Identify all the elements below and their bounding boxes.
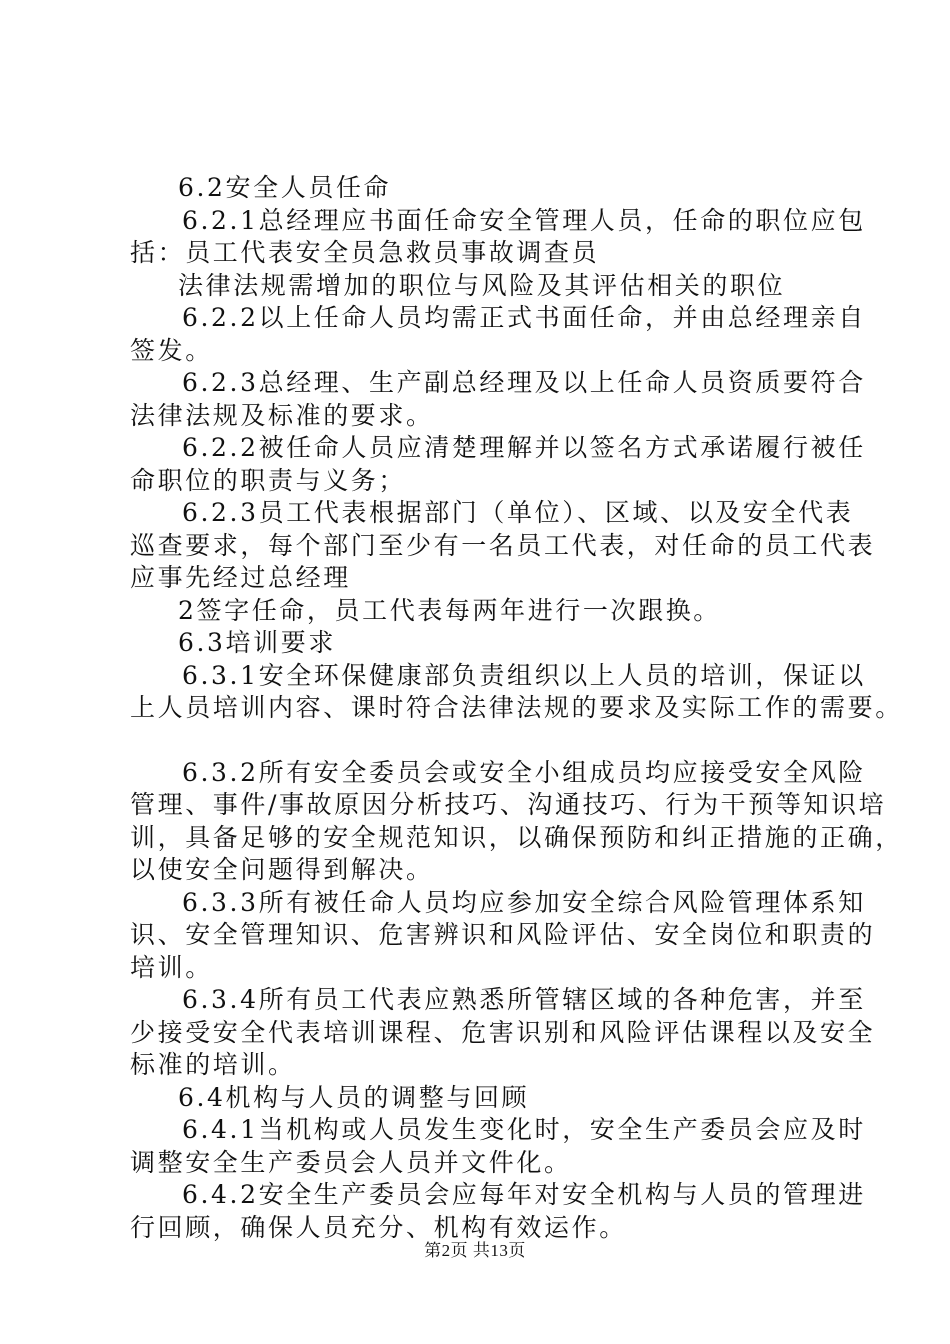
paragraph-line: 识、安全管理知识、危害辨识和风险评估、安全岗位和职责的 [130,920,876,949]
paragraph-line: 应事先经过总经理 [130,563,351,592]
paragraph-line: 签发。 [130,335,213,365]
paragraph-line: 6.2.3总经理、生产副总经理及以上任命人员资质要符合 [182,368,866,397]
page-number-footer: 第2页 共13页 [424,1241,526,1260]
paragraph-line: 6.2.2被任命人员应清楚理解并以签名方式承诺履行被任 [182,433,866,462]
paragraph-line: 管理、事件/事故原因分析技巧、沟通技巧、行为干预等知识培 [130,790,887,819]
paragraph-line: 法律法规需增加的职位与风险及其评估相关的职位 [178,270,786,300]
paragraph-line: 法律法规及标准的要求。 [130,400,434,430]
paragraph-line: 6.4.2安全生产委员会应每年对安全机构与人员的管理进 [182,1180,866,1209]
paragraph-line: 6.3.2所有安全委员会或安全小组成员均应接受安全风险 [182,757,866,787]
paragraph-line: 括：员工代表安全员急救员事故调查员 [130,238,600,267]
paragraph-line: 6.4.1当机构或人员发生变化时，安全生产委员会应及时 [182,1115,866,1144]
document-body [130,172,903,1244]
section-heading-6-2: 6.2安全人员任命 [178,173,392,202]
paragraph-line: 少接受安全代表培训课程、危害识别和风险评估课程以及安全 [130,1017,876,1047]
paragraph-line: 6.2.1总经理应书面任命安全管理人员，任命的职位应包 [182,205,866,235]
paragraph-line: 培训。 [130,952,213,982]
paragraph-line: 标准的培训。 [130,1050,296,1079]
paragraph-line: 命职位的职责与义务； [130,465,407,495]
paragraph-line: 行回顾，确保人员充分、机构有效运作。 [130,1212,627,1242]
paragraph-line: 巡查要求，每个部门至少有一名员工代表，对任命的员工代表 [130,530,876,560]
paragraph-line: 以使安全问题得到解决。 [130,855,434,884]
paragraph-line: 6.3.4所有员工代表应熟悉所管辖区域的各种危害，并至 [182,985,866,1014]
paragraph-line: 6.3.1安全环保健康部负责组织以上人员的培训，保证以 [182,660,866,690]
paragraph-line: 调整安全生产委员会人员并文件化。 [130,1147,572,1177]
paragraph-line: 6.2.3员工代表根据部门（单位）、区域、以及安全代表 [182,498,854,527]
paragraph-line: 6.2.2以上任命人员均需正式书面任命，并由总经理亲自 [182,303,866,332]
paragraph-line: 2签字任命，员工代表每两年进行一次跟换。 [178,595,721,625]
paragraph-line: 训，具备足够的安全规范知识，以确保预防和纠正措施的正确， [130,822,903,852]
paragraph-line: 6.3.3所有被任命人员均应参加安全综合风险管理体系知 [182,887,866,917]
section-heading-6-4: 6.4机构与人员的调整与回顾 [178,1082,530,1112]
section-heading-6-3: 6.3培训要求 [178,628,336,657]
paragraph-line: 上人员培训内容、课时符合法律法规的要求及实际工作的需要。 [130,693,903,722]
paragraph-gap [130,725,830,757]
